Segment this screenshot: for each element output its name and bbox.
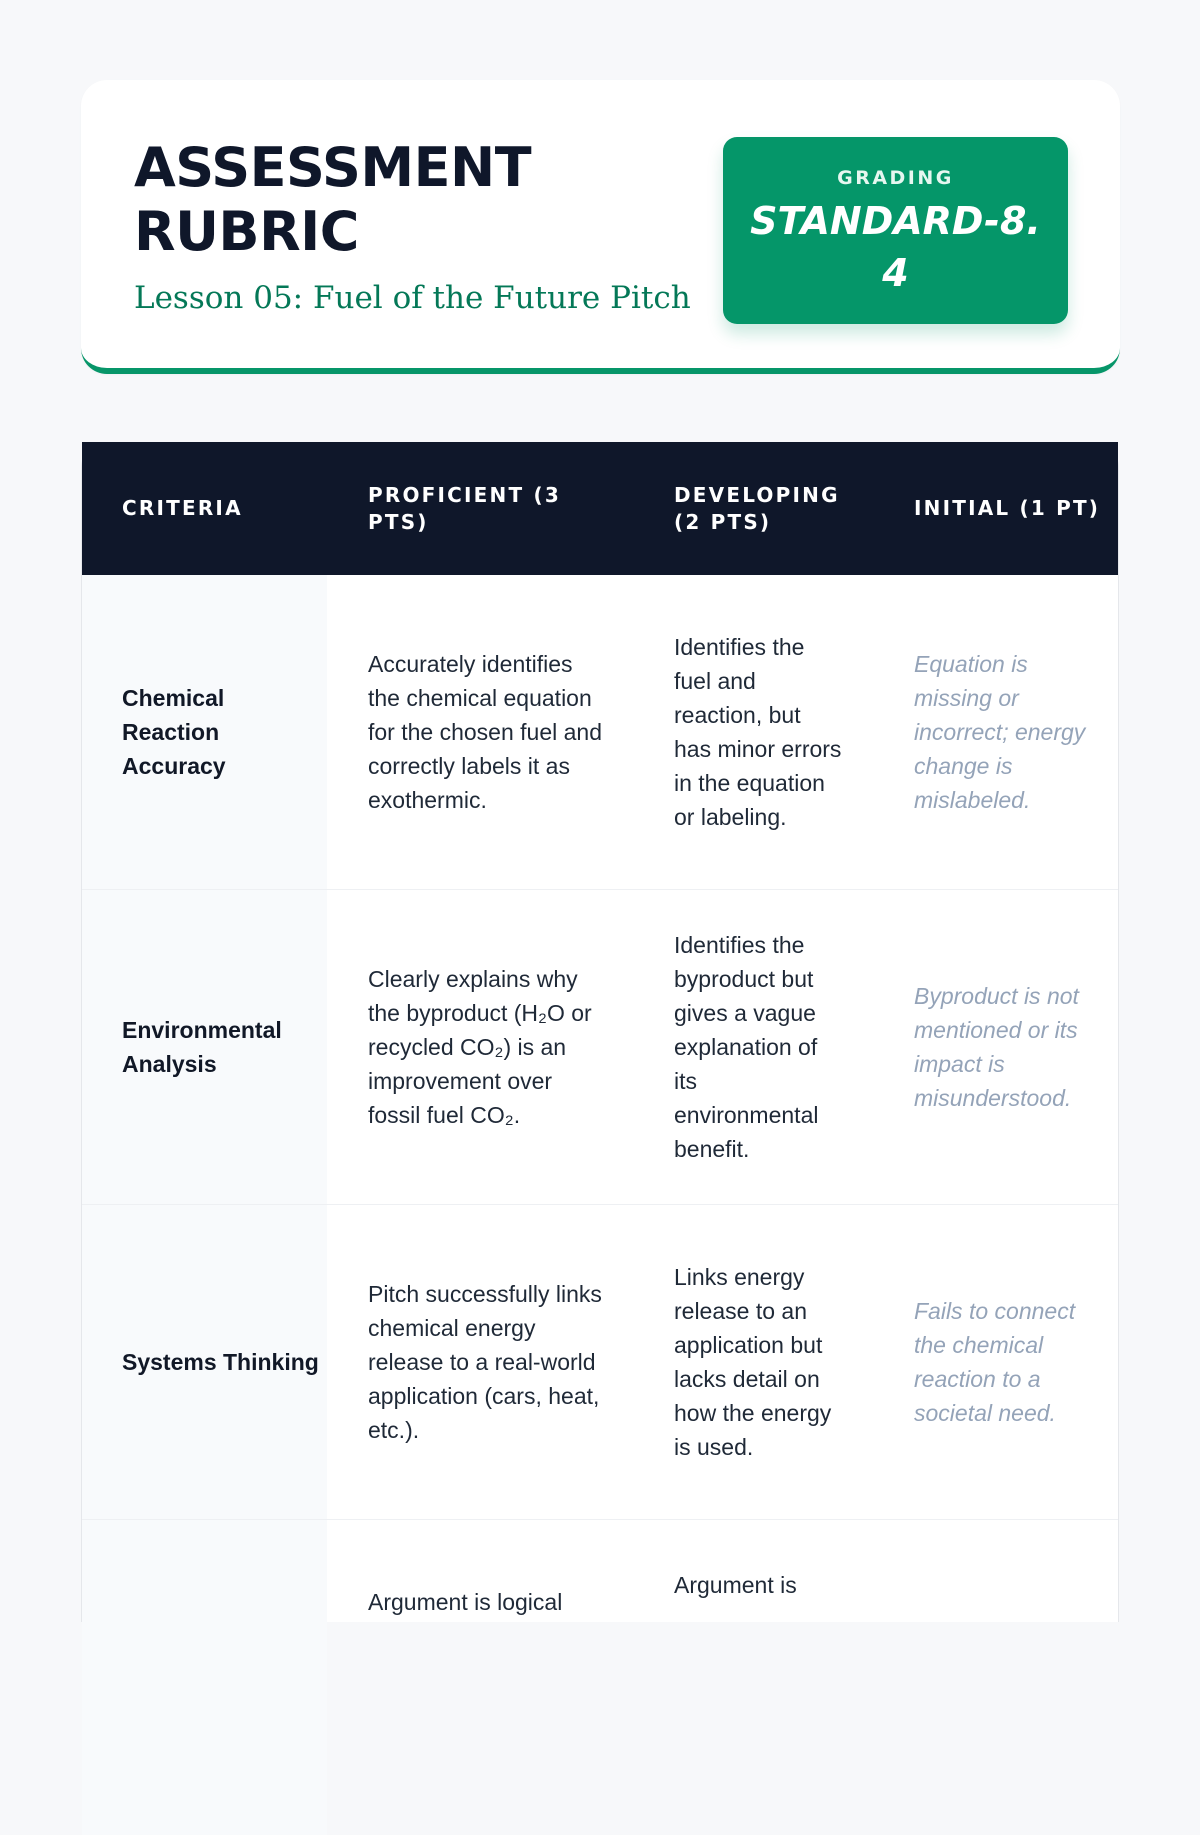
column-header-initial: INITIAL (1 PT) [914,496,1101,520]
table-row [82,1205,1118,1520]
table-row [82,575,1118,890]
criteria-cell: Systems Thinking [82,1205,327,1519]
badge-value: STANDARD-8.4 [750,199,1041,295]
developing-cell: Identifies the byproduct but gives a vague explanation of its environmental benefit. [674,932,819,1162]
table-row [82,1520,1118,1835]
rubric-table [81,442,1119,1622]
criteria-cell: Chemical Reaction Accuracy [82,575,327,889]
lesson-subtitle: Lesson 05: Fuel of the Future Pitch [134,280,691,316]
initial-cell: Equation is missing or incorrect; energy change is mislabeled. [914,651,1086,813]
proficient-cell: Accurately identifies the chemical equation for the chosen fuel and correctly labels it as exothermic. [368,651,602,813]
developing-cell: Argument is [674,1572,797,1598]
initial-cell: Byproduct is not mentioned or its impact is misunderstood. [914,983,1079,1111]
column-header-proficient: PROFICIENT (3 PTS) [368,482,561,534]
proficient-cell: Pitch successfully links chemical energy release to a real-world application (cars, heat, etc.). [368,1281,602,1443]
table-row [82,890,1118,1205]
badge-label: GRADING [837,167,954,189]
header-card [81,80,1120,374]
developing-cell: Links energy release to an application but lacks detail on how the energy is used. [674,1264,832,1460]
criteria-cell: Environmental Analysis [82,890,327,1204]
proficient-cell: Argument is logical [368,1589,563,1615]
developing-cell: Identifies the fuel and reaction, but has minor errors in the equation or labeling. [674,634,842,830]
table-header [82,442,1118,575]
page-title: ASSESSMENT RUBRIC [134,136,532,263]
column-header-developing: DEVELOPING (2 PTS) [674,482,840,534]
initial-cell: Fails to connect the chemical reaction to a societal need. [914,1298,1076,1426]
column-header-criteria: CRITERIA [122,496,243,520]
initial-cell [914,1520,1094,1835]
proficient-cell: Clearly explains why the byproduct (H₂O or recycled CO₂) is an improvement over fossil fuel CO₂. [368,966,592,1128]
criteria-cell [82,1520,327,1835]
grading-standard-badge [723,137,1068,324]
